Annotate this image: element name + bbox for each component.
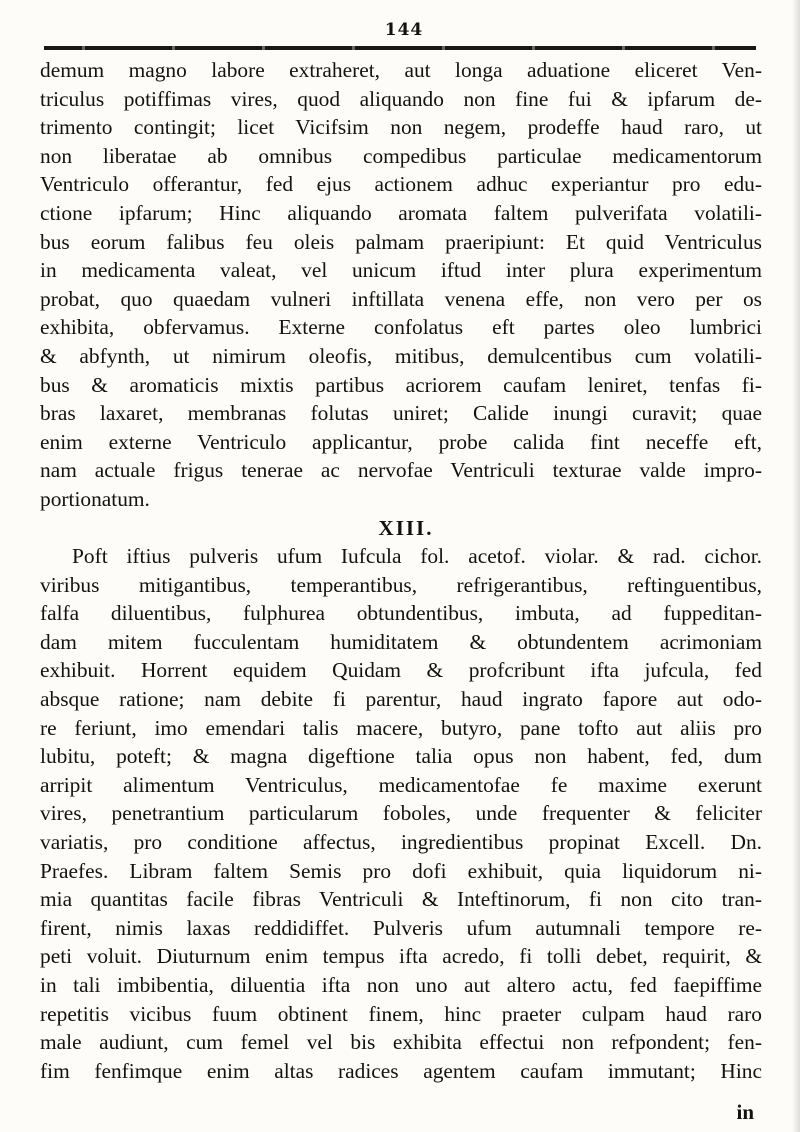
text-line: nam actuale frigus tenerae ac nervofae Ventriculi texturae valde impro- [40,458,762,483]
text-line: bus & aromaticis mixtis partibus acriorem caufam leniret, tenfas fi- [40,372,762,397]
text-line: in tali imbibentia, diluentia ifta non uno aut altero actu, fed faepiffime [40,973,762,997]
text-line: portionatum. [40,486,150,511]
text-line: fim fenfimque enim altas radices agentem caufam immutant; Hinc [40,1058,762,1083]
text-line: bus eorum falibus feu oleis palmam praeripiunt: Et quid Ventriculus [40,229,762,254]
text-line: & abfynth, ut nimirum oleofis, mitibus, demulcentibus cum volatili- [40,343,762,368]
text-line: ctione ipfarum; Hinc aliquando aromata faltem pulverifata volatili- [40,200,762,225]
text-line: firent, nimis laxas reddidiffet. Pulveris ufum autumnali tempore re- [40,915,762,940]
text-line: re feriunt, imo emendari talis macere, butyro, pane tofto aut aliis pro [40,715,762,740]
text-line: enim externe Ventriculo applicantur, probe calida fint neceffe eft, [40,429,762,454]
page-edge-shadow [792,0,800,1132]
catchword: in [736,1100,754,1124]
main-text [40,56,762,1085]
text-line: in medicamenta valeat, vel unicum iftud inter plura experimentum [40,258,762,283]
text-line: demum magno labore extraheret, aut longa aduatione eliceret Ven- [40,58,762,82]
text-line: male audiunt, cum femel vel bis exhibita effectui non refpondent; fen- [40,1030,762,1055]
text-line: peti voluit. Diuturnum enim tempus ifta acredo, fi tolli debet, requirit, & [40,944,762,969]
text-line: dam mitem fucculentam humiditatem & obtundentem acrimoniam [40,629,762,654]
text-line: Poft iftius pulveris ufum Iufcula fol. acetof. violar. & rad. cichor. [72,544,762,569]
section-heading: XIII. [378,515,434,540]
text-line: triculus potiffimas vires, quod aliquando non fine fui & ipfarum de- [40,86,762,111]
text-line: repetitis vicibus fuum obtinent finem, hinc praeter culpam haud raro [40,1001,762,1026]
text-line: mia quantitas facile fibras Ventriculi & Inteftinorum, fi non cito tran- [40,887,762,912]
text-line: absque ratione; nam debite fi parentur, haud ingrato fapore aut odo- [40,687,762,712]
page-number: 144 [384,20,424,40]
text-line: Ventriculo offerantur, fed ejus actionem adhuc experiantur pro edu- [40,172,762,197]
text-line: exhibita, obfervamus. Externe confolatus eft partes oleo lumbrici [40,315,762,340]
text-line: falfa diluentibus, fulphurea obtundentibus, imbuta, ad fuppeditan- [40,601,762,626]
text-line: bras laxaret, membranas folutas uniret; Calide inungi curavit; quae [40,401,762,426]
text-line: non liberatae ab omnibus compedibus particulae medicamentorum [40,143,762,168]
text-line: trimento contingit; licet Vicifsim non negem, prodeffe haud raro, ut [40,115,762,140]
text-line: vires, penetrantium particularum foboles, unde frequenter & feliciter [40,801,762,826]
text-line: viribus mitigantibus, temperantibus, refrigerantibus, reftinguentibus, [40,572,762,597]
text-line: exhibuit. Horrent equidem Quidam & profcribunt ifta jufcula, fed [40,658,762,683]
text-line: Praefes. Libram faltem Semis pro dofi exhibuit, quia liquidorum ni- [40,858,762,883]
text-line: arripit alimentum Ventriculus, medicamentofae fe maxime exerunt [40,772,762,797]
text-line: variatis, pro conditione affectus, ingredientibus propinat Excell. Dn. [40,830,762,855]
text-line: probat, quo quaedam vulneri inftillata venena effe, non vero per os [40,286,762,311]
text-line: lubitu, poteft; & magna digeftione talia opus non habent, fed, dum [40,744,762,769]
header-rule [44,46,756,50]
